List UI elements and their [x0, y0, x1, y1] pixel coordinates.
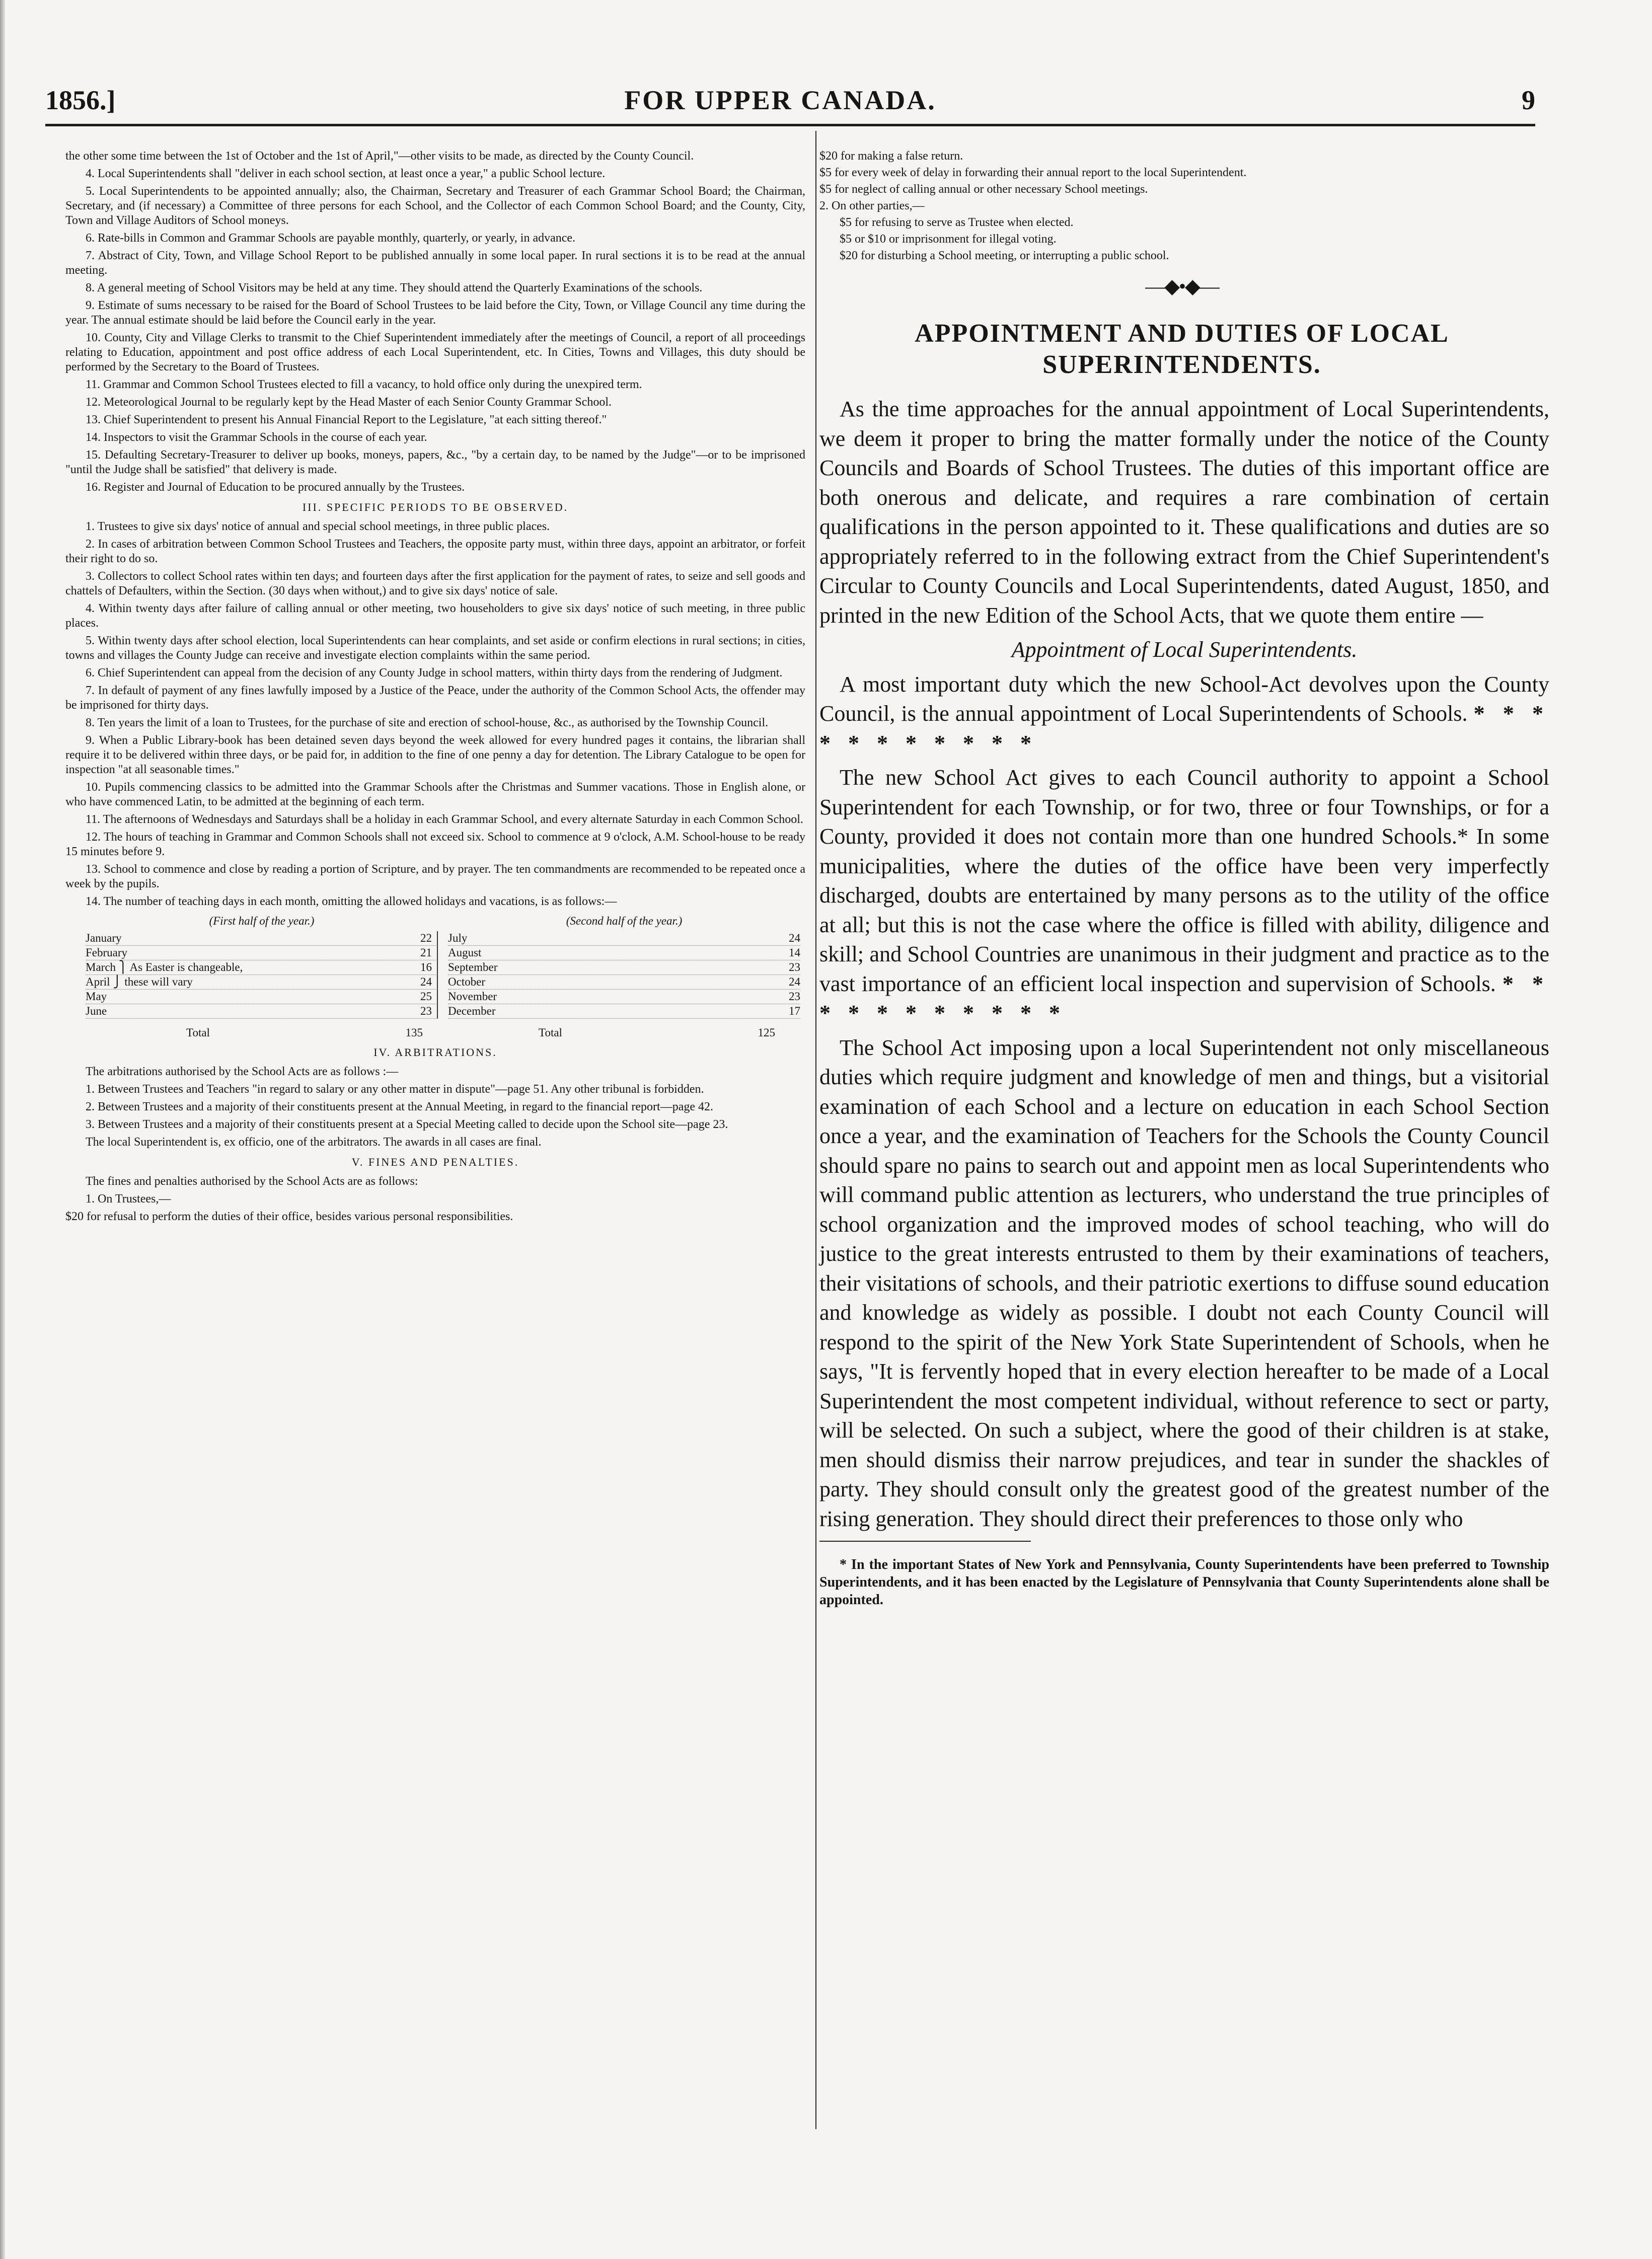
period-paragraph: 13. School to commence and close by reading a portion of Scripture, and by prayer. The ten commandments are recommended to be repeated once a week by the pupils.	[65, 863, 805, 890]
month-name: December	[448, 1005, 496, 1017]
arbitration-paragraph: The arbitrations authorised by the School Acts are as follows :—	[86, 1065, 399, 1078]
month-row	[448, 960, 800, 975]
regulation-paragraph: the other some time between the 1st of October and the 1st of April,"—other visits to be made, as directed by the County Council.	[65, 149, 694, 163]
section-heading-arbitrations: IV. ARBITRATIONS.	[373, 1046, 497, 1059]
month-row	[86, 946, 438, 960]
arbitration-paragraph: 3. Between Trustees and a majority of their constituents present at a Special Meeting called to decide upon the School site—page 23.	[86, 1118, 728, 1131]
period-paragraph: 5. Within twenty days after school election, local Superintendents can hear complaints, and set aside or confirm elections in rural sections; in cities, towns and villages the County Judge can receive and investigate election complaints within the same period.	[65, 634, 805, 662]
period-paragraph: 7. In default of payment of any fines lawfully imposed by a Justice of the Peace, under the authority of the Common School Acts, the offender may be imprisoned for thirty days.	[65, 684, 805, 712]
month-name: November	[448, 990, 497, 1003]
footnote-rule	[819, 1541, 1031, 1542]
month-row	[448, 931, 800, 946]
total-label: Total	[186, 1026, 210, 1039]
penalty-line: $5 for refusing to serve as Trustee when elected.	[840, 216, 1074, 229]
regulation-paragraph: 10. County, City and Village Clerks to transmit to the Chief Superintendent immediately after the meetings of Council, a report of all proceedings relating to Education, appointment and post office address of each Local Superintendent, etc. In Cities, Towns and Villages, this duty should be performed by the Secretary to the Board of Trustees.	[65, 331, 805, 373]
regulation-paragraph: 8. A general meeting of School Visitors may be held at any time. They should attend the Quarterly Examinations of the schools.	[86, 281, 703, 294]
total-value: 135	[405, 1026, 423, 1039]
month-days: 23	[789, 961, 800, 973]
month-days: 24	[789, 932, 800, 944]
article-intro: As the time approaches for the annual appointment of Local Superintendents, we deem it proper to bring the matter formally under the notice of the County Councils and Boards of School Trustees. The duties of this important office are both onerous and delicate, and requires a rare combination of certain qualifications in the person appointed to it. These qualifications and duties are so appropriately referred to in the following extract from the Chief Superintendent's Circular to County Councils and Local Superintendents, dated August, 1850, and printed in the new Edition of the School Acts, that we quote them entire —	[819, 397, 1549, 628]
regulation-paragraph: 13. Chief Superintendent to present his Annual Financial Report to the Legislature, "at each sitting thereof."	[86, 413, 607, 426]
teaching-days-table	[65, 914, 805, 1040]
article-paragraph: The School Act imposing upon a local Superintendent not only miscellaneous duties which require judgment and knowledge of men and things, but a visitorial examination of each School and a lecture on education in each School Section once a year, and the examination of Teachers for the Schools the County Council should spare no pains to search out and appoint men as local Superintendents who will command public attention as lecturers, who understand the true principles of school organization and the improved modes of school teaching, who will do justice to the great interests entrusted to them by their examinations of teachers, their visitations of schools, and their patriotic exertions to diffuse sound education and knowledge as widely as possible. I doubt not each County Council will respond to the spirit of the New York State Superintendent of Schools, when he says, "It is fervently hoped that in every election hereafter to be made of a Local Superintendent the most competent individual, without reference to sect or party, will be selected. On such a subject, where the good of their children is at stake, men should dismiss their narrow prejudices, and tear in sunder the shackles of party. They should consult only the greatest good of the greatest number of the rising generation. They should direct their preferences to those only who	[819, 1035, 1549, 1531]
fines-paragraph: $20 for refusal to perform the duties of their office, besides various personal responsibilities.	[65, 1210, 513, 1223]
period-paragraph: 1. Trustees to give six days' notice of annual and special school meetings, in three public places.	[86, 520, 550, 533]
period-paragraph: 11. The afternoons of Wednesdays and Saturdays shall be a holiday in each Grammar School, and every alternate Saturday in each Common School.	[86, 813, 803, 826]
month-row	[448, 946, 800, 960]
second-half-title: (Second half of the year.)	[566, 915, 683, 927]
teaching-days-totals	[86, 1026, 800, 1046]
month-days: 23	[789, 990, 800, 1003]
regulations-list-b	[65, 519, 805, 909]
arbitrations-list	[65, 1065, 805, 1150]
second-half-year	[448, 914, 800, 1019]
month-row	[86, 990, 438, 1004]
regulations-list-a	[65, 149, 805, 495]
right-column	[814, 149, 1549, 1623]
article-title: APPOINTMENT AND DUTIES OF LOCAL SUPERINTENDENTS.	[915, 319, 1449, 379]
month-days: 16	[420, 961, 432, 973]
page-edge-shadow	[0, 0, 5, 2259]
month-name: August	[448, 946, 482, 959]
month-row	[448, 1004, 800, 1019]
first-half-year	[86, 914, 438, 1019]
month-name: September	[448, 961, 498, 973]
total-label: Total	[539, 1026, 562, 1039]
running-head	[45, 85, 1535, 120]
regulation-paragraph: 5. Local Superintendents to be appointed annually; also, the Chairman, Secretary and Treasurer of each Grammar School Board; the Chairman, Secretary, and (if necessary) a Committee of three persons for each School, and the Collector of each Common School Board; and the County, City, Town and Village Auditors of School moneys.	[65, 185, 805, 227]
month-days: 21	[420, 946, 432, 959]
paragraph-text: The new School Act gives to each Council authority to appoint a School Superintendent for each Township, or for two, three or four Townships, or for a County, provided it does not contain more than one hundred Schools.* In some municipalities, where the duties of the office have been very imperfectly discharged, doubts are entertained by many persons as to the utility of the office at all; but this is not the case where the office is filled with ability, diligence and skill; and School Countries are unanimous in their judgment and practice as to the vast importance of an efficient local inspection and supervision of Schools.	[819, 765, 1549, 996]
penalties-continued	[819, 149, 1549, 263]
ellipsis-stars: * * * * * * * * * * *	[819, 701, 1550, 756]
arbitration-paragraph: 2. Between Trustees and a majority of their constituents present at the Annual Meeting, in regard to the financial report—page 42.	[86, 1100, 714, 1113]
month-row	[86, 931, 438, 946]
month-days: 24	[789, 975, 800, 988]
regulation-paragraph: 4. Local Superintendents shall "deliver in each school section, at least once a year," a public School lecture.	[86, 167, 606, 180]
running-head-title: FOR UPPER CANADA.	[624, 85, 936, 115]
header-rule	[45, 124, 1535, 126]
regulation-paragraph: 7. Abstract of City, Town, and Village School Report to be published annually in some local paper. In rural sections it is to be read at the annual meeting.	[65, 249, 805, 277]
penalty-line: $5 or $10 or imprisonment for illegal voting.	[840, 233, 1057, 246]
month-name: June	[86, 1005, 107, 1017]
penalty-line: 2. On other parties,—	[819, 199, 925, 212]
fines-paragraph: The fines and penalties authorised by the School Acts are as follows:	[86, 1175, 418, 1188]
month-days: 14	[789, 946, 800, 959]
fines-paragraph: 1. On Trustees,—	[86, 1192, 171, 1206]
article-body	[819, 395, 1549, 1534]
month-row	[86, 975, 438, 990]
month-row	[86, 960, 438, 975]
month-name: March ⎫ As Easter is changeable,	[86, 961, 243, 973]
period-paragraph: 14. The number of teaching days in each month, omitting the allowed holidays and vacations, is as follows:—	[86, 895, 617, 908]
month-row	[448, 990, 800, 1004]
section-ornament: —◆•◆—	[1145, 275, 1219, 297]
left-column	[65, 149, 805, 1227]
penalty-line: $20 for making a false return.	[819, 149, 963, 163]
period-paragraph: 4. Within twenty days after failure of calling annual or other meeting, two householders to give six days' notice of such meeting, in three public places.	[65, 602, 805, 630]
month-name: October	[448, 975, 486, 988]
regulation-paragraph: 15. Defaulting Secretary-Treasurer to deliver up books, moneys, papers, &c., "by a certain day, to be named by the Judge"—or to be imprisoned "until the Judge shall be satisfied" that delivery is made.	[65, 448, 805, 476]
regulation-paragraph: 12. Meteorological Journal to be regularly kept by the Head Master of each Senior County Grammar School.	[86, 396, 612, 409]
page-number: 9	[1522, 85, 1535, 115]
period-paragraph: 3. Collectors to collect School rates within ten days; and fourteen days after the first application for the payment of rates, to seize and sell goods and chattels of Defaulters, within the Section. (30 days when without,) and to give six days' notice of sale.	[65, 570, 805, 597]
article-paragraph	[819, 763, 1549, 1028]
arbitration-paragraph: The local Superintendent is, ex officio, one of the arbitrators. The awards in all cases are final.	[86, 1136, 542, 1149]
month-days: 23	[420, 1005, 432, 1017]
period-paragraph: 2. In cases of arbitration between Common School Trustees and Teachers, the opposite party must, within three days, appoint an arbitrator, or forfeit their right to do so.	[65, 538, 805, 565]
month-name: April ⎭ these will vary	[86, 975, 193, 988]
section-heading-specific-periods: III. SPECIFIC PERIODS TO BE OBSERVED.	[302, 501, 569, 513]
penalty-line: $5 for every week of delay in forwarding their annual report to the local Superintendent.	[819, 166, 1247, 179]
article-subheading: Appointment of Local Superintendents.	[1011, 637, 1358, 662]
period-paragraph: 6. Chief Superintendent can appeal from the decision of any County Judge in school matters, within thirty days from the rendering of Judgment.	[86, 666, 783, 680]
regulation-paragraph: 14. Inspectors to visit the Grammar Schools in the course of each year.	[86, 431, 427, 444]
month-days: 22	[420, 932, 432, 944]
regulation-paragraph: 11. Grammar and Common School Trustees elected to fill a vacancy, to hold office only during the unexpired term.	[86, 378, 642, 391]
month-days: 24	[420, 975, 432, 988]
month-name: February	[86, 946, 128, 959]
total-second-half	[438, 1026, 790, 1046]
period-paragraph: 9. When a Public Library-book has been detained seven days beyond the week allowed for every hundred pages it contains, the librarian shall require it to be delivered within three days, or be paid for, in addition to the fine of one penny a day for detention. The Library Catalogue to be open for inspection "at all seasonable times."	[65, 734, 805, 776]
month-days: 25	[420, 990, 432, 1003]
period-paragraph: 10. Pupils commencing classics to be admitted into the Grammar Schools after the Christmas and Summer vacations. Those in English alone, or who have commenced Latin, to be admitted at the beginning of each term.	[65, 781, 805, 808]
total-value: 125	[758, 1026, 775, 1039]
article-paragraph	[819, 670, 1549, 759]
period-paragraph: 12. The hours of teaching in Grammar and Common Schools shall not exceed six. School to commence at 9 o'clock, A.M. School-house to be ready 15 minutes before 9.	[65, 831, 805, 858]
footnote: * In the important States of New York and Pennsylvania, County Superintendents have been preferred to Township Superintendents, and it has been enacted by the Legislature of Pennsylvania that County Superintendents alone shall be appointed.	[819, 1557, 1549, 1608]
arbitration-paragraph: 1. Between Trustees and Teachers "in regard to salary or any other matter in dispute"—page 51. Any other tribunal is forbidden.	[86, 1083, 704, 1096]
month-name: January	[86, 932, 122, 944]
total-first-half	[86, 1026, 438, 1046]
regulation-paragraph: 6. Rate-bills in Common and Grammar Schools are payable monthly, quarterly, or yearly, in advance.	[86, 232, 576, 245]
month-row	[86, 1004, 438, 1019]
first-half-title: (First half of the year.)	[209, 915, 315, 927]
penalty-line: $20 for disturbing a School meeting, or interrupting a public school.	[840, 249, 1169, 262]
section-heading-fines: V. FINES AND PENALTIES.	[351, 1156, 519, 1168]
fines-list	[65, 1174, 805, 1224]
paragraph-text: A most important duty which the new School-Act devolves upon the County Council, is the annual appointment of Local Superintendents of Schools.	[819, 671, 1549, 726]
period-paragraph: 8. Ten years the limit of a loan to Trustees, for the purchase of site and erection of school-house, &c., as authorised by the Township Council.	[86, 716, 769, 729]
month-name: July	[448, 932, 468, 944]
month-name: May	[86, 990, 107, 1003]
running-head-year: 1856.]	[45, 85, 116, 115]
regulation-paragraph: 16. Register and Journal of Education to be procured annually by the Trustees.	[86, 481, 465, 494]
penalty-line: $5 for neglect of calling annual or other necessary School meetings.	[819, 183, 1148, 196]
ellipsis-stars: * * * * * * * * * * *	[819, 971, 1550, 1025]
month-days: 17	[789, 1005, 800, 1017]
regulation-paragraph: 9. Estimate of sums necessary to be raised for the Board of School Trustees to be laid before the City, Town, or Village Council any time during the year. The annual estimate should be laid before the Council early in the year.	[65, 299, 805, 327]
month-row	[448, 975, 800, 990]
